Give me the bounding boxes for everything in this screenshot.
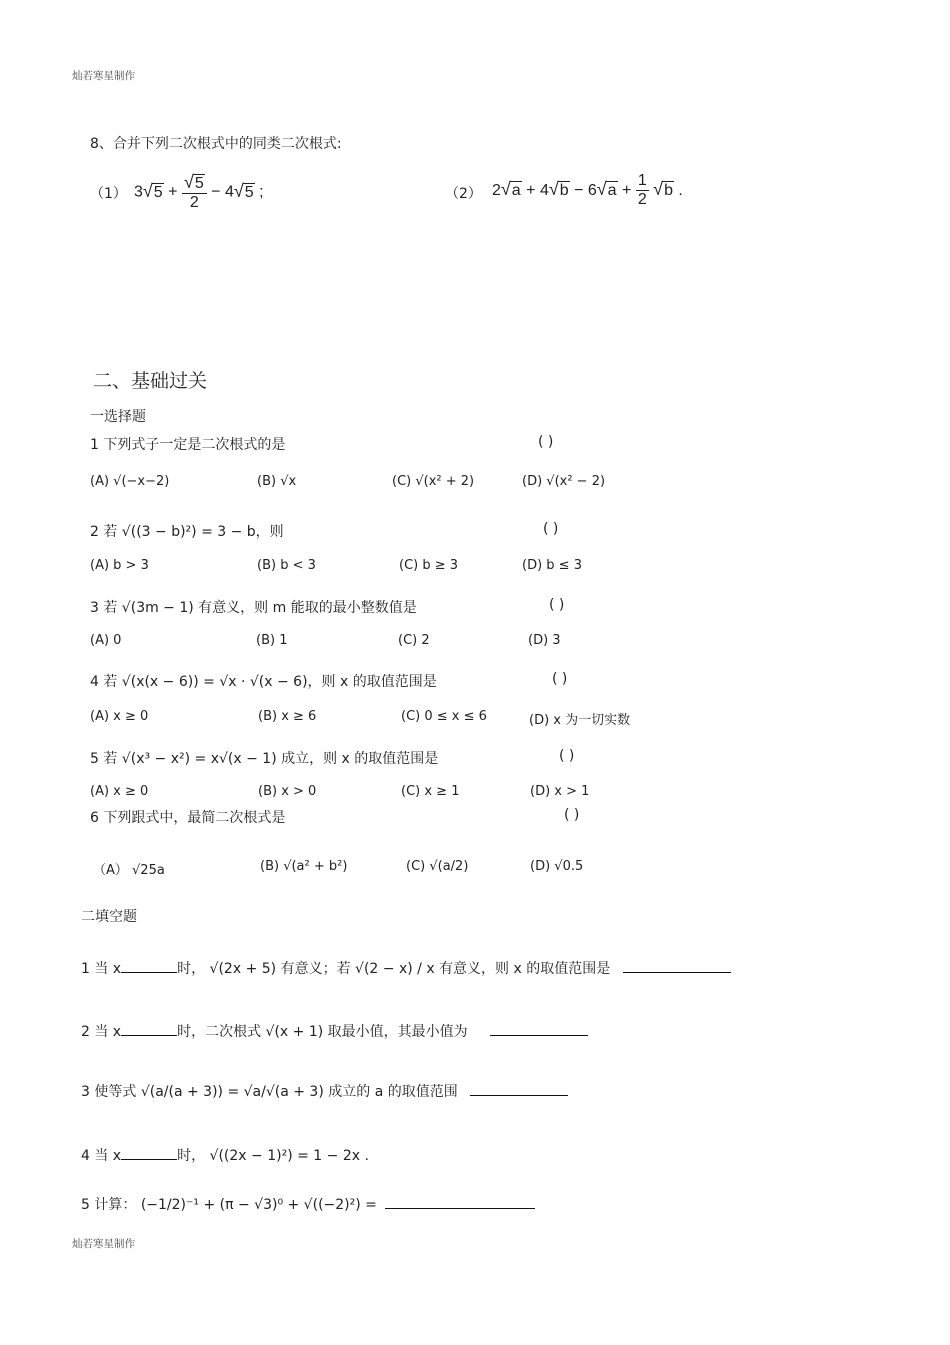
q8-part1-expr: 3√5 + $\frac{√5}{2}$ − 4√5 ; <box>134 172 264 212</box>
fill-q4-blank[interactable] <box>121 1145 177 1160</box>
fill-q1: 1 当 x 时， √(2x + 5) 有意义；若 √(2 − x) / x 有意义，则 x 的取值范围是 <box>81 958 731 978</box>
choice-q2-option-a: (A) b > 3 <box>90 558 149 573</box>
choice-q6-option-c: (C) √(a/2) <box>406 859 469 874</box>
choice-q5-answer-paren: ( ) <box>559 748 575 764</box>
choice-q4-stem: 4 若 √(x(x − 6)) = √x · √(x − 6)，则 x 的取值范围是 <box>90 674 437 690</box>
choice-q2-option-d: (D) b ≤ 3 <box>522 558 582 573</box>
subsection-choice: 一选择题 <box>90 409 146 425</box>
fill-q1-fraction: √(2 − x) / x <box>355 961 435 977</box>
fill-q5-expression: (−1/2)⁻¹ + (π − √3)⁰ + √((−2)²) = <box>140 1197 377 1213</box>
choice-q1-option-d: (D) √(x² − 2) <box>522 474 606 489</box>
choice-q5-option-a: (A) x ≥ 0 <box>90 784 149 799</box>
choice-q1-answer-paren: ( ) <box>538 434 554 450</box>
choice-q2-answer-paren: ( ) <box>543 521 559 537</box>
choice-q1-stem: 1 下列式子一定是二次根式的是 <box>90 437 286 453</box>
fill-q1-blank-2[interactable] <box>623 958 731 973</box>
q8-part1-label: （1） <box>90 186 127 202</box>
choice-q6-stem: 6 下列跟式中，最简二次根式是 <box>90 810 286 826</box>
choice-q5-stem: 5 若 √(x³ − x²) = x√(x − 1) 成立，则 x 的取值范围是 <box>90 751 439 767</box>
fill-q2: 2 当 x 时，二次根式 √(x + 1) 取最小值，其最小值为 <box>81 1021 588 1041</box>
fill-q2-blank-2[interactable] <box>490 1021 588 1036</box>
choice-q4-option-d: (D) x 为一切实数 <box>529 713 631 728</box>
choice-q1-option-b: (B) √x <box>257 474 297 489</box>
choice-q5-option-c: (C) x ≥ 1 <box>401 784 460 799</box>
choice-q1-option-a: (A) √(−x−2) <box>90 474 170 489</box>
fill-q2-blank-1[interactable] <box>121 1021 177 1036</box>
choice-q6-option-a: （A） √25a <box>93 863 165 878</box>
fill-q3: 3 使等式 √(a/(a + 3)) = √a/√(a + 3) 成立的 a 的取值范围 <box>81 1081 568 1101</box>
choice-q2-option-c: (C) b ≥ 3 <box>399 558 459 573</box>
choice-q6-answer-paren: ( ) <box>564 807 580 823</box>
choice-q2-option-b: (B) b < 3 <box>257 558 316 573</box>
choice-q3-option-d: (D) 3 <box>528 633 561 648</box>
page-footer: 灿若寒星制作 <box>72 1238 135 1250</box>
q8-part2-expr: 2√a + 4√b − 6√a + $\frac{1}{2}$ √b . <box>492 172 683 209</box>
choice-q1-option-c: (C) √(x² + 2) <box>392 474 475 489</box>
fill-q5: 5 计算： (−1/2)⁻¹ + (π − √3)⁰ + √((−2)²) = <box>81 1194 535 1214</box>
choice-q3-answer-paren: ( ) <box>549 597 565 613</box>
choice-q3-option-a: (A) 0 <box>90 633 122 648</box>
page-header: 灿若寒星制作 <box>72 70 135 82</box>
fill-q3-blank[interactable] <box>470 1081 568 1096</box>
choice-q4-answer-paren: ( ) <box>552 671 568 687</box>
fill-q1-blank-1[interactable] <box>121 958 177 973</box>
choice-q2-stem: 2 若 √((3 − b)²) = 3 − b，则 <box>90 524 284 540</box>
section-title: 二、基础过关 <box>93 370 208 392</box>
choice-q3-option-b: (B) 1 <box>256 633 288 648</box>
question-8-title: 8、合并下列二次根式中的同类二次根式: <box>90 136 342 152</box>
fill-q4: 4 当 x 时， √((2x − 1)²) = 1 − 2x . <box>81 1145 369 1165</box>
choice-q4-option-b: (B) x ≥ 6 <box>258 709 317 724</box>
choice-q3-option-c: (C) 2 <box>398 633 430 648</box>
fill-q3-equation: √(a/(a + 3)) = √a/√(a + 3) <box>140 1084 324 1100</box>
choice-q5-option-b: (B) x > 0 <box>258 784 317 799</box>
choice-q4-option-c: (C) 0 ≤ x ≤ 6 <box>401 709 487 724</box>
choice-q6-option-d: (D) √0.5 <box>530 859 584 874</box>
subsection-fill: 二填空题 <box>81 909 137 925</box>
choice-q6-option-b: (B) √(a² + b²) <box>260 859 348 874</box>
fill-q5-blank[interactable] <box>385 1194 535 1209</box>
choice-q4-option-a: (A) x ≥ 0 <box>90 709 149 724</box>
choice-q5-option-d: (D) x > 1 <box>530 784 590 799</box>
q8-part2-label: （2） <box>445 186 482 202</box>
choice-q3-stem: 3 若 √(3m − 1) 有意义，则 m 能取的最小整数值是 <box>90 600 417 616</box>
